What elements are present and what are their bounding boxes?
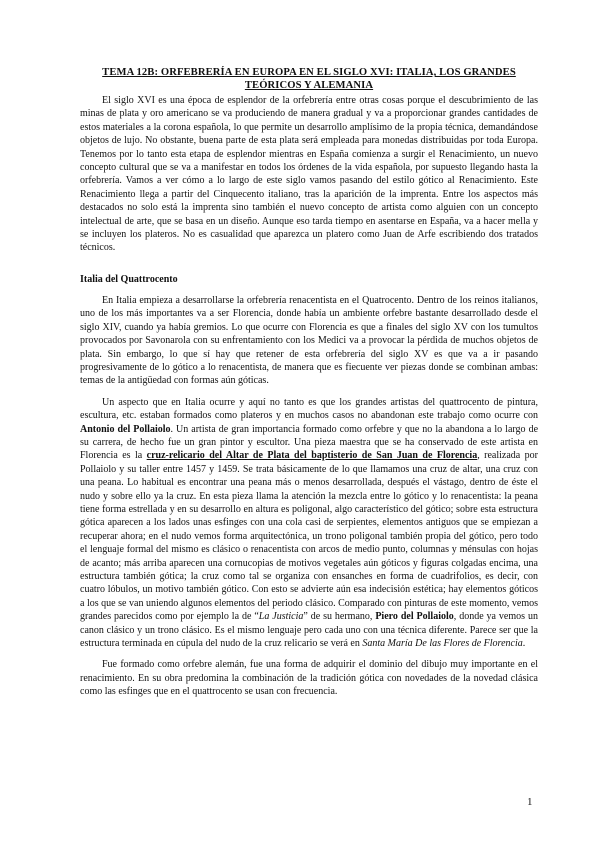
paragraph-text: , donde ya vemos un canon clásico y un trono clásico. Es el mismo lenguaje pero cada uno con una técnica diferente. Parece ser que la estructura terminada en cúpula del nudo de la cruz relicario se verá en xyxy=(80,611,538,650)
artist-name-piero-pollaiolo: Piero del Pollaiolo xyxy=(375,611,454,623)
artist-name-antonio-pollaiolo: Antonio del Pollaiolo xyxy=(80,423,171,435)
artwork-title-cruz-relicario: cruz-relicario del Altar de Plata del baptisterio de San Juan de Florencia xyxy=(146,450,478,462)
painting-title-la-justicia: La Justicia xyxy=(258,611,304,623)
church-name-santa-maria: Santa María De las Flores de Florencia xyxy=(362,638,523,650)
paragraph-text: . xyxy=(522,638,526,650)
intro-paragraph: El siglo XVI es una época de esplendor de la orfebrería entre otras cosas porque el descubrimiento de las minas de plata y oro americano se va produciendo de manera gradual y va a proporcionar grandes cantidades de estos materiales a la corona española, lo que permite un desarrollo amplísimo de la propia técnica, demandándose objetos de lujo. No obstante, buena parte de esta plata será empleada para monedas distribuidas por toda Europa. Tenemos por lo tanto esta etapa de esplendor mientras en España comienza a surgir el Renacimiento, un nuevo concepto cultural que se va a manifestar en todos los órdenes de la vida española, por supuesto llegando hasta la orfebrería. Vamos a ver cómo a lo largo de este siglo vamos pasando del estilo gótico al Renacimiento. Este Renacimiento llega a partir del Cinquecento italiano, tras la aparición de la imprenta. Entre los aspectos más destacados no solo está la imprenta sino también el nuevo concepto de artista como alguien con un concepto intelectual de arte, que se basa en un diseño. Aunque eso tarda tiempo en asentarse en España, va a hacer mella y se incluyen los plateros. No es casualidad que aparezca un platero como Juan de Arfe escribiendo dos tratados técnicos. xyxy=(80,95,538,254)
paragraph-text: , realizada por Pollaiolo y su taller entre 1457 y 1459. Se trata básicamente de lo que llamamos una cruz de altar, una cruz con una peana. Lo habitual es encontrar una peana más o menos desarrollada, después el vástago, dentro de éste el nudo y sobre ello ya la cruz. En esta pieza llama la atención la mezcla entre lo gótico y lo renacentista: la peana tiene forma estrellada y en su desarrollo en altura es poligonal, algo característico del gótico; sobre esta estructura gótica aparecen a los lados unas esfinges con una cola casi de serpientes, elementos antiguos que se empiezan a recuperar ahora; en el nudo vemos forma arquitectónica, un trono poligonal también propia del gótico, pero todo el lenguaje formal del mismo es clásico o renacentista con arcos de medio punto, columnas y ménsulas con hojas de acanto; más arriba aparecen una cornucopias de motivos vegetales aún góticos y figuras colgadas encima, una estructura también gótica; la cruz como tal se organiza con ensanches en forma de cuadrifolios, es decir, con cuatro lóbulos, un motivo también gótico. Con esto se advierte aún esa indecisión estética; hay elementos góticos a los que se van uniendo algunos elementos del periodo clásico. Comparado con pinturas de este momento, vemos grandes parecidos como por ejemplo la de “ xyxy=(80,450,539,623)
document-title: TEMA 12B: ORFEBRERÍA EN EUROPA EN EL SIGLO XVI: ITALIA, LOS GRANDES TEÓRICOS Y ALEMANIA xyxy=(102,67,516,91)
paragraph-text: Un aspecto que en Italia ocurre y aquí no tanto es que los grandes artistas del quattrocento de pintura, escultura, etc. estaban formados como plateros y en muchos casos no abandonan este trabajo como ocurre con xyxy=(80,396,538,422)
paragraph-italia-2 xyxy=(80,396,538,651)
paragraph-text: . Un artista de gran importancia formado como orfebre y que no la abandona a lo largo de su carrera, de hecho fue un gran pintor y escultor. Una pieza maestra que se ha conservado de este artista en Florencia es la xyxy=(80,423,539,462)
page-number: 1 xyxy=(527,796,533,808)
paragraph-italia-3: Fue formado como orfebre alemán, fue una forma de adquirir el dominio del dibujo muy importante en el renacimiento. En su obra predomina la combinación de la tradición gótica con novedades de la novedad clásica como las esfinges que en el quattrocento se usan con frecuencia. xyxy=(80,659,538,698)
page-content xyxy=(80,66,538,708)
section-heading-italia: Italia del Quattrocento xyxy=(80,273,178,285)
paragraph-text: ” de su hermano, xyxy=(303,611,376,623)
paragraph-italia-1: En Italia empieza a desarrollarse la orfebrería renacentista en el Quatrocento. Dentro de los reinos italianos, uno de los más importantes va a ser Florencia, donde había un ambiente orfebre bastante desarrollado desde el siglo XIV, cuando ya había gremios. Lo que ocurre con Florencia es que a finales del siglo XV con los tumultos provocados por Savonarola con su enfrentamiento con los Medici va a provocar la pérdida de muchos objetos de plata. Sin embargo, lo que sí hay que retener de esta orfebrería del siglo XV es que va a ir pasando progresivamente de lo gótico a lo renacentista, de manera que es fiecuente ver piezas donde se combinan ambas: temas de la antigüedad con formas aún góticas. xyxy=(80,294,538,387)
